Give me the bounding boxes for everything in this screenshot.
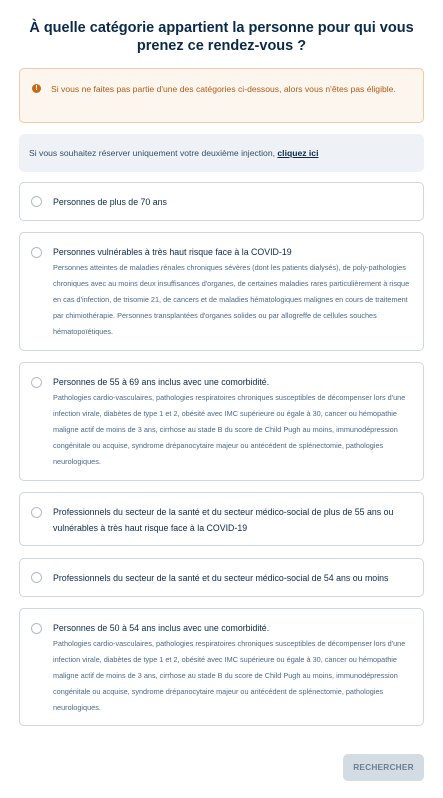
option-description: Personnes atteintes de maladies rénales chroniques sévères (dont les patients dialysés), de poly-pathologies chroniques avec au moins deux insuffisances d'organes, de certaines maladies rares particulièrement à risque en cas d'infection, de trisomie 21, de cancers et de maladies hématologiques malignes en cours de traitement par chimiothérapie. Personnes transplantées d'organes solides ou par allogreffe de cellules souches hématopoïétiques. <box>53 263 410 336</box>
category-option-vulnerable[interactable] <box>19 232 424 351</box>
option-label: Personnes vulnérables à très haut risque face à la COVID-19 <box>53 247 292 257</box>
radio-button[interactable] <box>31 377 42 388</box>
eligibility-warning <box>19 68 424 123</box>
category-option-health-pro-54-or-less[interactable] <box>19 558 424 597</box>
option-description: Pathologies cardio-vasculaires, pathologies respiratoires chroniques susceptibles de décompenser lors d'une infection virale, diabètes de type 1 et 2, obésité avec IMC supérieure ou égale à 30, cancer ou hémopathie maligne actif de moins de 3 ans, cirrhose au stade B du score de Child Pugh au moins, immunodépression congénitale ou acquise, syndrome drépanocytaire majeur ou antécédent de splénectomie, pathologies neurologiques. <box>53 639 406 712</box>
search-button[interactable]: RECHERCHER <box>343 754 424 781</box>
category-option-50-54-comorbidity[interactable] <box>19 608 424 726</box>
category-option-over-70[interactable] <box>19 182 424 221</box>
info-text: Si vous souhaitez réserver uniquement votre deuxième injection, <box>29 148 278 158</box>
page-title: À quelle catégorie appartient la personne pour qui vous prenez ce rendez-vous ? <box>29 20 414 54</box>
radio-button[interactable] <box>31 196 42 207</box>
radio-button[interactable] <box>31 507 42 518</box>
warning-text: Si vous ne faites pas partie d'une des catégories ci-dessous, alors vous n'êtes pas éligible. <box>51 84 396 94</box>
option-label: Personnes de 55 à 69 ans inclus avec une comorbidité. <box>53 377 270 387</box>
option-label: Personnes de plus de 70 ans <box>53 197 167 207</box>
second-injection-link[interactable]: cliquez ici <box>277 148 319 158</box>
alert-circle-icon: ! <box>32 84 41 93</box>
radio-button[interactable] <box>31 623 42 634</box>
option-description: Pathologies cardio-vasculaires, pathologies respiratoires chroniques susceptibles de décompenser lors d'une infection virale, diabètes de type 1 et 2, obésité avec IMC supérieure ou égale à 30, cancer ou hémopathie maligne actif de moins de 3 ans, cirrhose au stade B du score de Child Pugh au moins, immunodépression congénitale ou acquise, syndrome drépanocytaire majeur ou antécédent de splénectomie, pathologies neurologiques. <box>53 393 406 466</box>
radio-button[interactable] <box>31 572 42 583</box>
second-injection-info <box>19 134 424 172</box>
option-label: Professionnels du secteur de la santé et du secteur médico-social de plus de 55 ans ou vulnérables à très haut risque face à la COVID-19 <box>53 507 394 533</box>
category-option-health-pro-over-55[interactable] <box>19 492 424 546</box>
option-label: Professionnels du secteur de la santé et du secteur médico-social de 54 ans ou moins <box>53 573 389 583</box>
radio-button[interactable] <box>31 247 42 258</box>
option-label: Personnes de 50 à 54 ans inclus avec une comorbidité. <box>53 623 270 633</box>
category-option-55-69-comorbidity[interactable] <box>19 362 424 481</box>
